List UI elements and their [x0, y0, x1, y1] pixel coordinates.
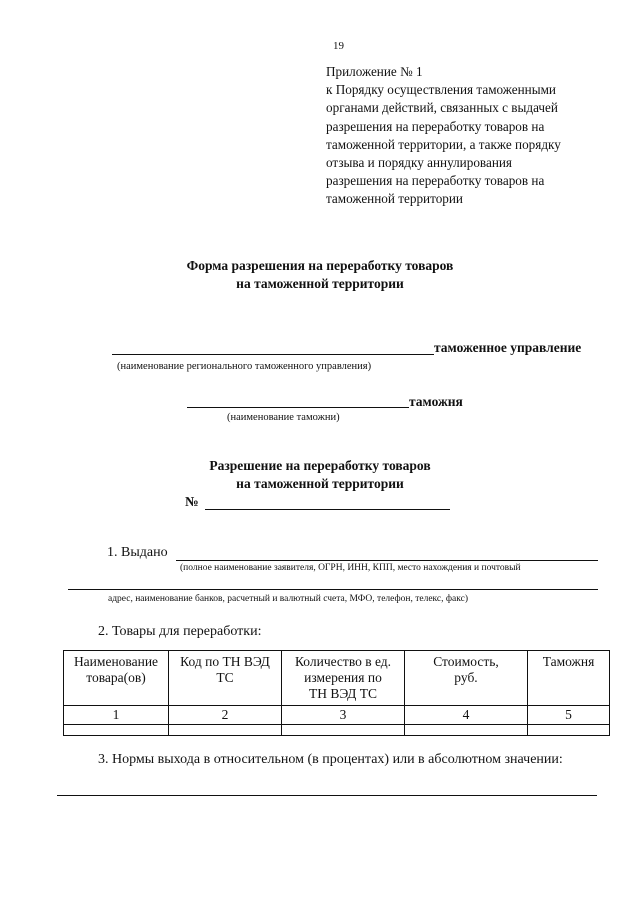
customs-caption: (наименование таможни) [227, 412, 340, 423]
appendix-line: разрешения на переработку товаров на [326, 173, 545, 189]
issued-caption-2: адрес, наименование банков, расчетный и валютный счета, МФО, телефон, телекс, факс) [108, 594, 469, 604]
issued-caption-1: (полное наименование заявителя, ОГРН, ИНН, КПП, место нахождения и почтовый [180, 563, 521, 573]
customs-label: таможня [409, 394, 463, 409]
norms-field[interactable] [57, 783, 597, 796]
column-number: 5 [528, 706, 610, 725]
column-number: 4 [405, 706, 528, 725]
column-number: 1 [64, 706, 169, 725]
regional-office-label: таможенное управление [434, 340, 582, 355]
column-number: 3 [282, 706, 405, 725]
column-number: 2 [169, 706, 282, 725]
header-line: ТС [216, 670, 234, 685]
appendix-line: таможенной территории [326, 191, 463, 207]
appendix-line: к Порядку осуществления таможенными [326, 82, 556, 98]
goods-table-number-row [64, 706, 610, 725]
permit-title-line2: на таможенной территории [236, 476, 404, 491]
form-title [0, 257, 640, 293]
goods-table-empty-row [64, 725, 610, 736]
issued-label: 1. Выдано [107, 545, 168, 560]
appendix-line: таможенной территории, а также порядку [326, 136, 561, 152]
header-line: Наименование [73, 654, 159, 669]
header-customs [528, 651, 610, 706]
goods-table-header-row [64, 651, 610, 706]
issued-field-line2[interactable] [68, 577, 598, 590]
header-line: ТН ВЭД ТС [309, 686, 377, 701]
appendix-line: Приложение № 1 [326, 64, 423, 79]
form-title-line1: Форма разрешения на переработку товаров [186, 258, 454, 273]
issued-field[interactable] [176, 548, 598, 561]
permit-title-line1: Разрешение на переработку товаров [209, 458, 431, 473]
table-cell[interactable] [528, 725, 610, 736]
header-line: Код по ТН ВЭД [180, 654, 270, 669]
table-cell[interactable] [282, 725, 405, 736]
goods-table [63, 650, 610, 736]
regional-office-field[interactable] [112, 342, 434, 355]
form-title-line2: на таможенной территории [236, 276, 404, 291]
header-goods-name [64, 651, 169, 706]
table-cell[interactable] [64, 725, 169, 736]
page-number: 19 [333, 40, 344, 52]
header-line: товара(ов) [86, 670, 146, 685]
permit-title [0, 457, 640, 493]
header-line: руб. [454, 670, 478, 685]
appendix-line: разрешения на переработку товаров на [326, 118, 545, 134]
header-line: Стоимость, [433, 654, 499, 669]
header-tn-ved-code [169, 651, 282, 706]
appendix-line: отзыва и порядку аннулирования [326, 155, 512, 171]
table-cell[interactable] [169, 725, 282, 736]
norms-label: 3. Нормы выхода в относительном (в процентах) или в абсолютном значении: [98, 752, 563, 767]
header-quantity [282, 651, 405, 706]
goods-label: 2. Товары для переработки: [98, 624, 262, 639]
customs-field[interactable] [187, 395, 409, 408]
header-line: Таможня [542, 654, 595, 669]
table-cell[interactable] [405, 725, 528, 736]
permit-number-label: № [185, 494, 199, 509]
appendix-line: органами действий, связанных с выдачей [326, 100, 558, 116]
header-cost [405, 651, 528, 706]
permit-number-field[interactable] [205, 497, 450, 510]
header-line: Количество в ед. [294, 654, 392, 669]
regional-office-caption: (наименование регионального таможенного управления) [117, 361, 372, 372]
header-line: измерения по [304, 670, 382, 685]
appendix-block [326, 63, 626, 209]
